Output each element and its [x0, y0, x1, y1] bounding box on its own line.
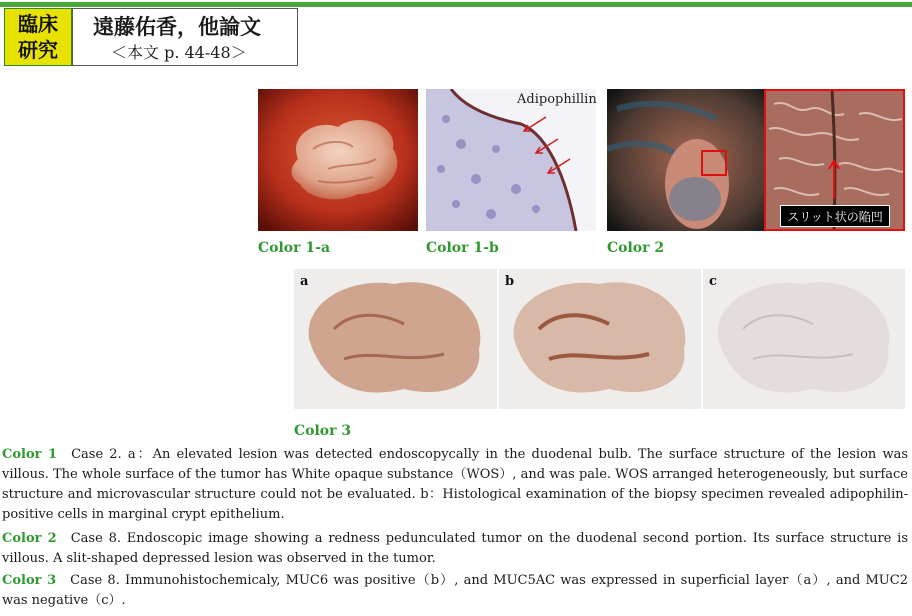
- immunohistochemistry-panels: [294, 269, 905, 409]
- legend-color-2: [2, 529, 908, 569]
- endoscopy-photo-2: [607, 89, 764, 231]
- author-box: [72, 8, 298, 66]
- adipophilin-label: Adipophillin: [517, 92, 597, 107]
- panel-label-b: b: [505, 274, 515, 289]
- page-reference: ＜本文 p. 44-48＞: [111, 43, 247, 62]
- legend-color-1: [2, 445, 908, 525]
- histology-photo-1b: [426, 89, 596, 231]
- endoscopy-photo-1a: [258, 89, 418, 231]
- badge-line-1: 臨床: [18, 12, 58, 36]
- badge-line-2: 研究: [18, 38, 58, 62]
- legend-label: Color 1: [2, 447, 58, 462]
- legend-text: Case 8. Endoscopic image showing a redness pedunculated tumor on the duodenal second portion. Its surface structure is villous. A slit-shaped depressed lesion was observed in the tumor.: [2, 531, 908, 566]
- legend-text: Case 2. a：An elevated lesion was detected endoscopycally in the duodenal bulb. The surface structure of the lesion was villous. The whole surface of the tumor has White opaque substance（WOS）, and was pale. WOS arranged heterogeneously, but surface structure and microvascular structure could not be evaluated. b：Histological examination of the biopsy specimen revealed adipophilin-positive cells in marginal crypt epithelium.: [2, 447, 908, 522]
- panel-label-c: c: [709, 274, 717, 289]
- authors-title: 遠藤佑香，他論文: [93, 15, 261, 39]
- slit-depression-label: スリット状の陥凹: [780, 205, 890, 227]
- caption-color-1a: Color 1-a: [258, 240, 331, 256]
- legend-text: Case 8. Immunohistochemicaly, MUC6 was positive（b）, and MUC5AC was expressed in superficial layer（a）, and MUC2 was negative（c）.: [2, 573, 908, 608]
- panel-label-a: a: [300, 274, 309, 289]
- legend-color-3: [2, 571, 908, 611]
- caption-color-1b: Color 1-b: [426, 240, 499, 256]
- header-rule: [0, 2, 912, 7]
- caption-color-2: Color 2: [607, 240, 665, 256]
- caption-color-3: Color 3: [294, 423, 352, 439]
- legend-label: Color 2: [2, 531, 57, 546]
- section-badge: [4, 8, 72, 66]
- legend-label: Color 3: [2, 573, 57, 588]
